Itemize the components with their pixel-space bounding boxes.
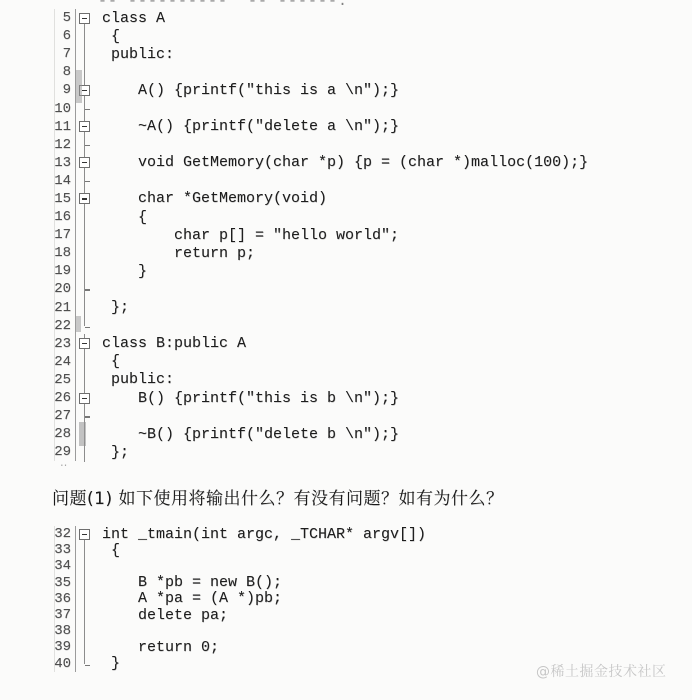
code-line	[54, 542, 426, 558]
line-number: 19	[54, 262, 76, 280]
code-line	[54, 27, 588, 45]
code-line	[54, 639, 426, 655]
code-line	[54, 591, 426, 607]
code-line	[54, 623, 426, 639]
code-editor-snippet-classes	[54, 9, 588, 461]
cropped-text: -- ---------- -- ------.	[98, 0, 349, 10]
code-line	[54, 226, 588, 244]
code-line	[54, 443, 588, 461]
code-line	[54, 172, 588, 190]
code-text: {	[102, 208, 148, 226]
fold-gutter	[76, 118, 94, 136]
code-line	[54, 317, 588, 335]
code-line	[54, 9, 588, 27]
code-line	[54, 558, 426, 574]
code-text: char *GetMemory(void)	[102, 190, 328, 208]
code-text: A() {printf("this is a \n");}	[102, 81, 400, 99]
code-line	[54, 607, 426, 623]
code-text: B *pb = new B();	[102, 574, 283, 592]
line-number: 18	[54, 244, 76, 262]
fold-gutter	[76, 623, 94, 639]
line-number: 37	[54, 607, 76, 623]
line-number: 39	[54, 639, 76, 655]
code-text: return 0;	[102, 638, 220, 656]
line-number: 17	[54, 226, 76, 244]
fold-gutter	[76, 27, 94, 45]
line-number: 14	[54, 172, 76, 190]
code-line	[54, 407, 588, 425]
code-text: void GetMemory(char *p) {p = (char *)malloc(100);}	[102, 154, 589, 172]
fold-gutter	[76, 353, 94, 371]
code-text: {	[102, 541, 121, 559]
code-text: A *pa = (A *)pb;	[102, 590, 283, 608]
cropped-text-line	[98, 0, 398, 8]
code-line	[54, 280, 588, 298]
fold-gutter	[76, 639, 94, 655]
line-number: 12	[54, 136, 76, 154]
code-editor-snippet-main	[54, 526, 426, 672]
code-text: };	[102, 443, 130, 461]
fold-gutter	[76, 9, 94, 27]
fold-gutter	[76, 154, 94, 172]
code-text: }	[102, 655, 121, 673]
line-number: 15	[54, 190, 76, 208]
scan-artifact-bar	[76, 316, 81, 332]
line-number: 36	[54, 591, 76, 607]
fold-gutter	[76, 262, 94, 280]
code-line	[54, 353, 588, 371]
fold-gutter	[76, 299, 94, 317]
code-line	[54, 371, 588, 389]
code-text: public:	[102, 45, 175, 63]
code-line	[54, 190, 588, 208]
code-text: delete pa;	[102, 606, 229, 624]
code-line	[54, 335, 588, 353]
fold-gutter	[76, 371, 94, 389]
line-number: 22	[54, 317, 76, 335]
question-text: 问题(1) 如下使用将输出什么？有没有问题？如有为什么？	[52, 489, 504, 509]
code-line	[54, 262, 588, 280]
scan-artifact-bar	[76, 70, 82, 103]
fold-gutter	[76, 542, 94, 558]
line-number: 38	[54, 623, 76, 639]
fold-gutter	[76, 172, 94, 190]
line-number: 24	[54, 353, 76, 371]
code-text: {	[102, 27, 121, 45]
code-text: class A	[102, 9, 166, 27]
fold-gutter	[76, 656, 94, 672]
fold-gutter	[76, 335, 94, 353]
line-number: 7	[54, 45, 76, 63]
line-number: 20	[54, 280, 76, 298]
line-number: 9	[54, 81, 76, 99]
code-line	[54, 81, 588, 99]
fold-gutter	[76, 607, 94, 623]
code-line	[54, 244, 588, 262]
code-text: public:	[102, 371, 175, 389]
line-number: 26	[54, 389, 76, 407]
line-number: 10	[54, 99, 76, 117]
fold-gutter	[76, 226, 94, 244]
line-number: 28	[54, 425, 76, 443]
line-number: 35	[54, 575, 76, 591]
line-number: 11	[54, 118, 76, 136]
code-line	[54, 575, 426, 591]
code-text: B() {printf("this is b \n");}	[102, 389, 400, 407]
fold-gutter	[76, 208, 94, 226]
fold-minus-icon[interactable]	[79, 13, 90, 24]
line-number: 25	[54, 371, 76, 389]
fold-gutter	[76, 190, 94, 208]
line-number: 29	[54, 443, 76, 461]
code-line	[54, 45, 588, 63]
code-line	[54, 118, 588, 136]
line-number: 40	[54, 656, 76, 672]
code-text: return p;	[102, 244, 256, 262]
code-text: }	[102, 262, 148, 280]
fold-minus-icon[interactable]	[79, 529, 90, 540]
fold-gutter	[76, 443, 94, 461]
code-text: char p[] = "hello world";	[102, 226, 400, 244]
fold-minus-icon[interactable]	[79, 157, 90, 168]
fold-gutter	[76, 389, 94, 407]
code-line	[54, 389, 588, 407]
watermark-text: @稀土掘金技术社区	[536, 664, 667, 680]
line-number: 6	[54, 27, 76, 45]
code-line	[54, 154, 588, 172]
code-line	[54, 425, 588, 443]
fold-minus-icon[interactable]	[79, 393, 90, 404]
line-number: 23	[54, 335, 76, 353]
line-number: 32	[54, 526, 76, 542]
code-text: };	[102, 299, 130, 317]
fold-gutter	[76, 136, 94, 154]
code-text: ~A() {printf("delete a \n");}	[102, 118, 400, 136]
code-text: class B:public A	[102, 335, 247, 353]
code-line	[54, 208, 588, 226]
fold-minus-icon[interactable]	[79, 193, 90, 204]
fold-gutter	[76, 575, 94, 591]
scan-artifact-speck: ‥	[60, 458, 69, 470]
fold-gutter	[76, 591, 94, 607]
fold-gutter	[76, 280, 94, 298]
fold-gutter	[76, 425, 94, 443]
code-line	[54, 299, 588, 317]
fold-gutter	[76, 244, 94, 262]
code-text: int _tmain(int argc, _TCHAR* argv[])	[102, 525, 427, 543]
line-number: 16	[54, 208, 76, 226]
line-number: 33	[54, 542, 76, 558]
code-line	[54, 526, 426, 542]
fold-minus-icon[interactable]	[79, 338, 90, 349]
code-line	[54, 656, 426, 672]
fold-gutter	[76, 45, 94, 63]
code-text: {	[102, 353, 121, 371]
line-number: 8	[54, 63, 76, 81]
line-number: 21	[54, 299, 76, 317]
code-line	[54, 63, 588, 81]
line-number: 13	[54, 154, 76, 172]
line-number: 34	[54, 558, 76, 574]
fold-gutter	[76, 526, 94, 542]
code-text: ~B() {printf("delete b \n");}	[102, 425, 400, 443]
line-number: 5	[54, 9, 76, 27]
fold-gutter	[76, 558, 94, 574]
code-line	[54, 136, 588, 154]
fold-minus-icon[interactable]	[79, 121, 90, 132]
line-number: 27	[54, 407, 76, 425]
code-line	[54, 99, 588, 117]
